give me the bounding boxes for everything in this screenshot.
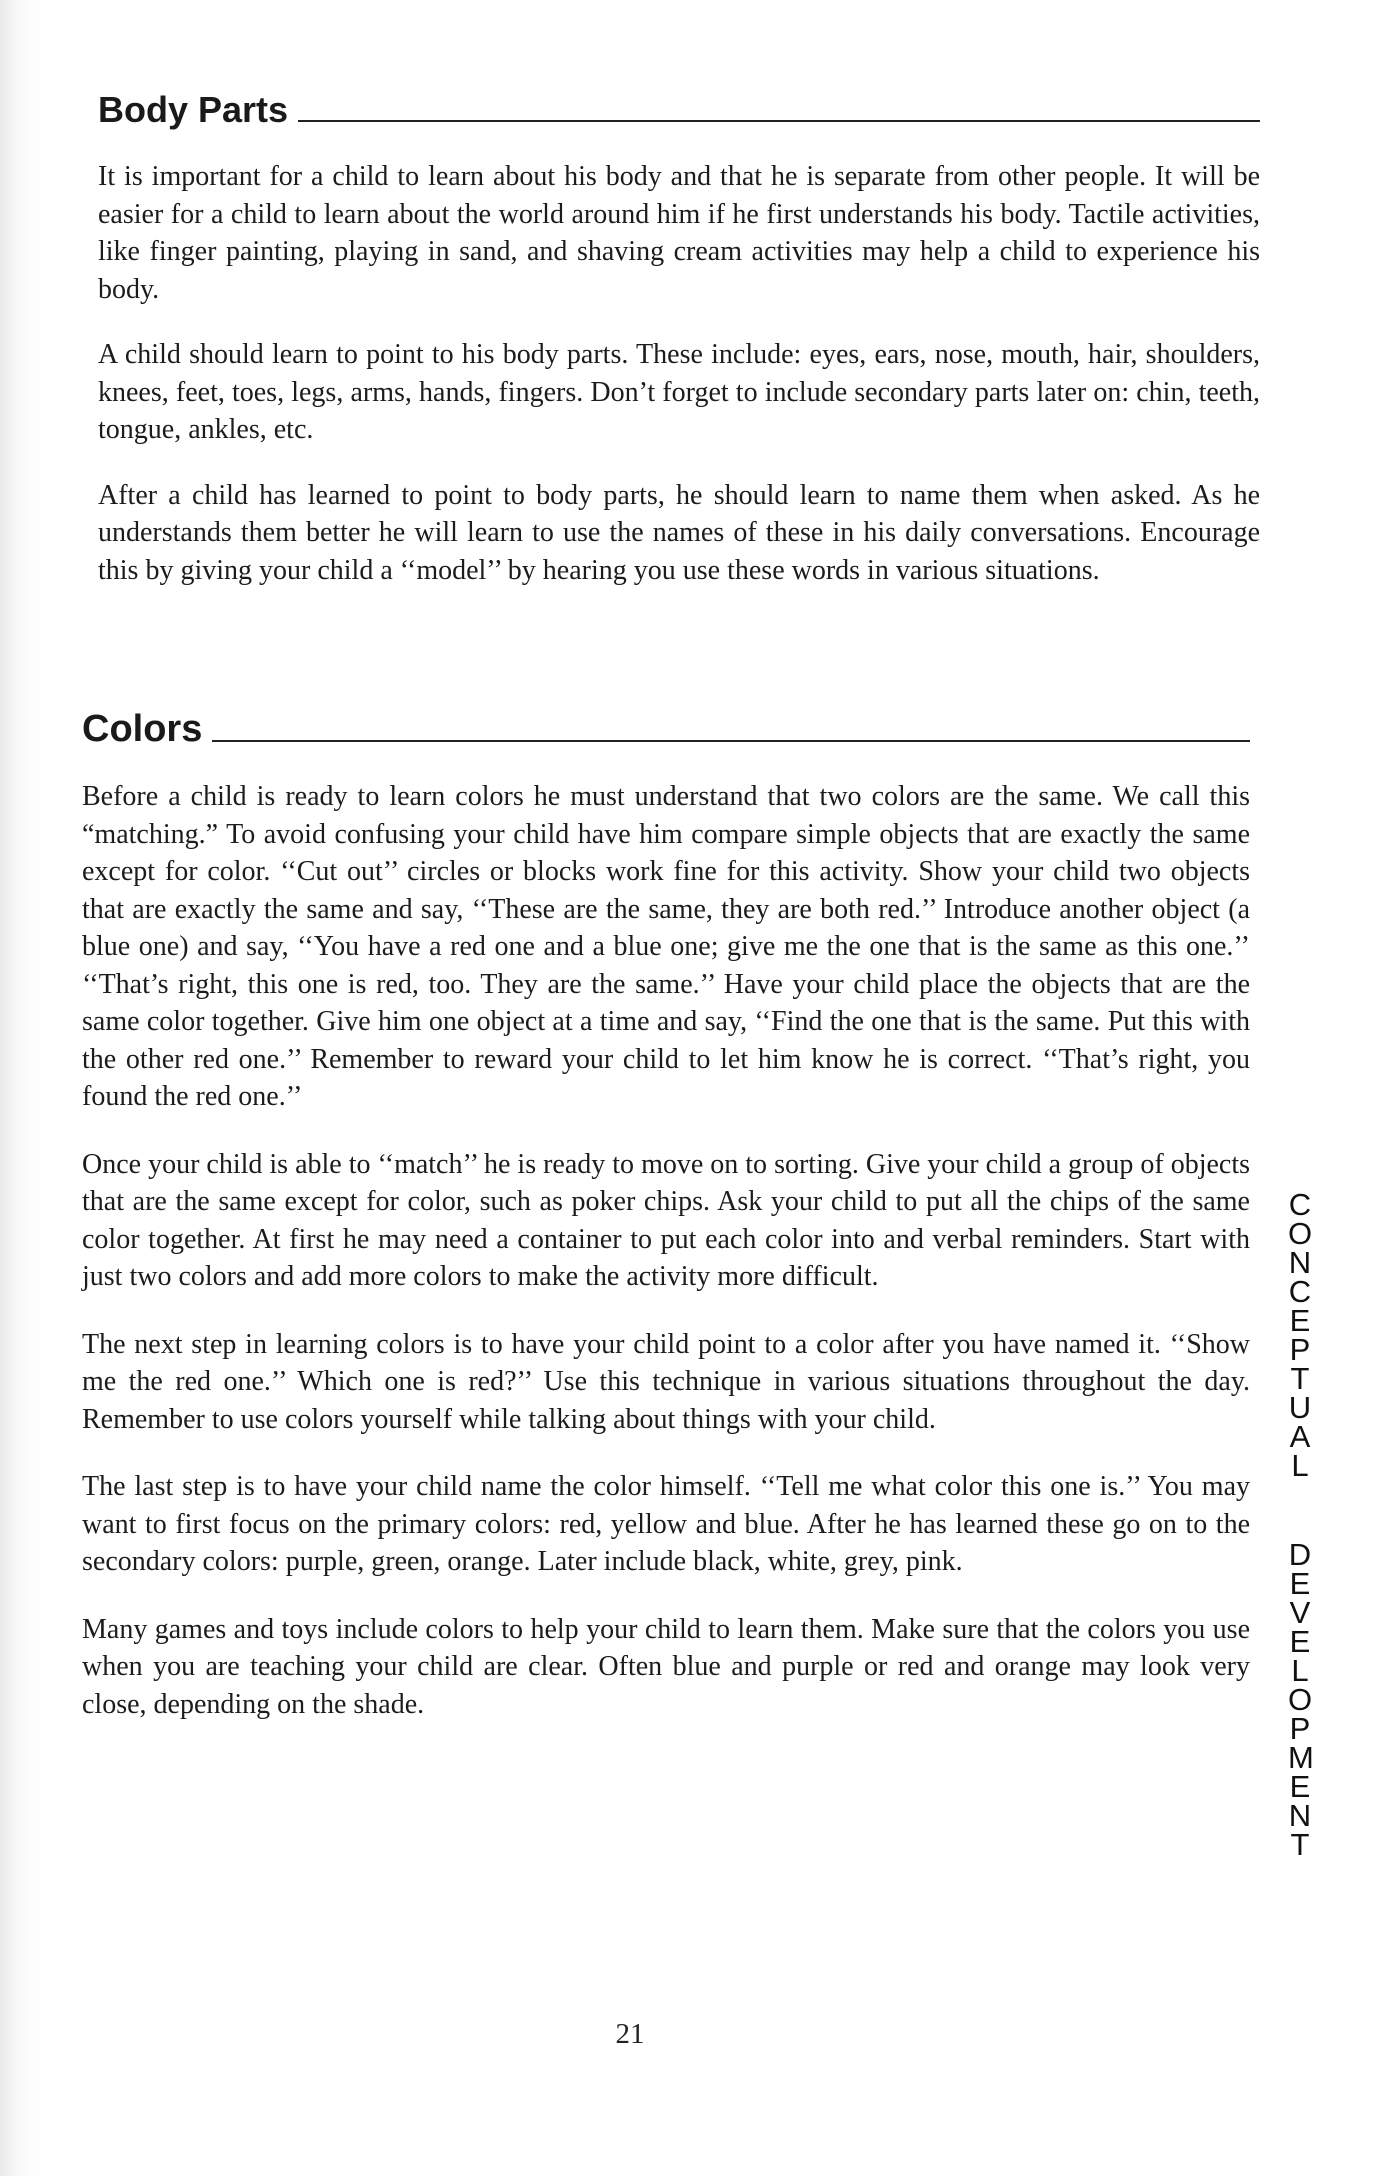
section-title: Body Parts	[98, 89, 289, 130]
paragraph: The last step is to have your child name the color himself. ‘‘Tell me what color this one is.’’ You may want to first focus on the primary colors: red, yellow and blue. After he has learned these go on to the secondary colors: purple, green, orange. Later include black, white, grey, pink.	[82, 1471, 1250, 1577]
section-body-parts	[98, 89, 1260, 617]
paragraph: A child should learn to point to his body parts. These include: eyes, ears, nose, mouth, hair, shoulders, knees, feet, toes, legs, arms, hands, fingers. Don’t forget to include secondary parts later on: chin, teeth, tongue, ankles, etc.	[98, 339, 1260, 445]
side-tab-word-development: DEVELOPMENT	[1288, 1537, 1314, 1862]
section-header	[98, 89, 1260, 130]
paragraph: The next step in learning colors is to have your child point to a color after you have named it. ‘‘Show me the red one.’’ Which one is red?’’ Use this technique in various situations throughout the day. Remember to use colors yourself while talking about things with your child.	[82, 1328, 1250, 1435]
paragraph: Once your child is able to ‘‘match’’ he is ready to move on to sorting. Give your child a group of objects that are the same except for color, such as poker chips. Ask your child to put all the chips of the same color together. At first he may need a container to put each color into and verbal reminders. Start with just two colors and add more colors to make the activity more difficult.	[82, 1148, 1250, 1292]
paragraph: After a child has learned to point to body parts, he should learn to name them when asked. As he understands them better he will learn to use the names of these in his daily conversations. Encourage this by giving your child a ‘‘model’’ by hearing you use these words in various situations.	[98, 479, 1260, 586]
paragraph: Many games and toys include colors to help your child to learn them. Make sure that the colors you use when you are teaching your child are clear. Often blue and purple or red and orange may look very close, depending on the shade.	[82, 1613, 1250, 1720]
side-tab-gap	[1280, 1480, 1320, 1540]
section-header	[82, 710, 1250, 748]
paragraph: It is important for a child to learn about his body and that he is separate from other people. It will be easier for a child to learn about the world around him if he first understands his body. Tactile activities, like finger painting, playing in sand, and shaving cream activities may help a child to experience his body.	[98, 161, 1260, 305]
section-title: Colors	[82, 708, 203, 750]
section-colors	[82, 710, 1250, 1753]
side-tab-label	[1280, 1187, 1320, 1862]
paragraph: Before a child is ready to learn colors he must understand that two colors are the same. We call this “matching.” To avoid confusing your child have him compare simple objects that are exactly the same except for color. ‘‘Cut out’’ circles or blocks work fine for this activity. Show your child two objects that are exactly the same and say, ‘‘These are the same, they are both red.’’ Introduce another object (a blue one) and say, ‘‘You have a red one and a blue one; give me the one that is the same as this one.’’ ‘‘That’s right, this one is red, too. They are the same.’’ Have your child place the objects that are the same color together. Give him one object at a time and say, ‘‘Find the one that is the same. Put this with the other red one.’’ Remember to reward your child to let him know he is correct. ‘‘That’s right, you found the red one.’’	[82, 781, 1250, 1112]
page-number: 21	[615, 2018, 645, 2050]
heading-rule	[212, 740, 1250, 742]
side-tab-word-conceptual: CONCEPTUAL	[1288, 1187, 1313, 1483]
heading-rule	[298, 120, 1260, 122]
